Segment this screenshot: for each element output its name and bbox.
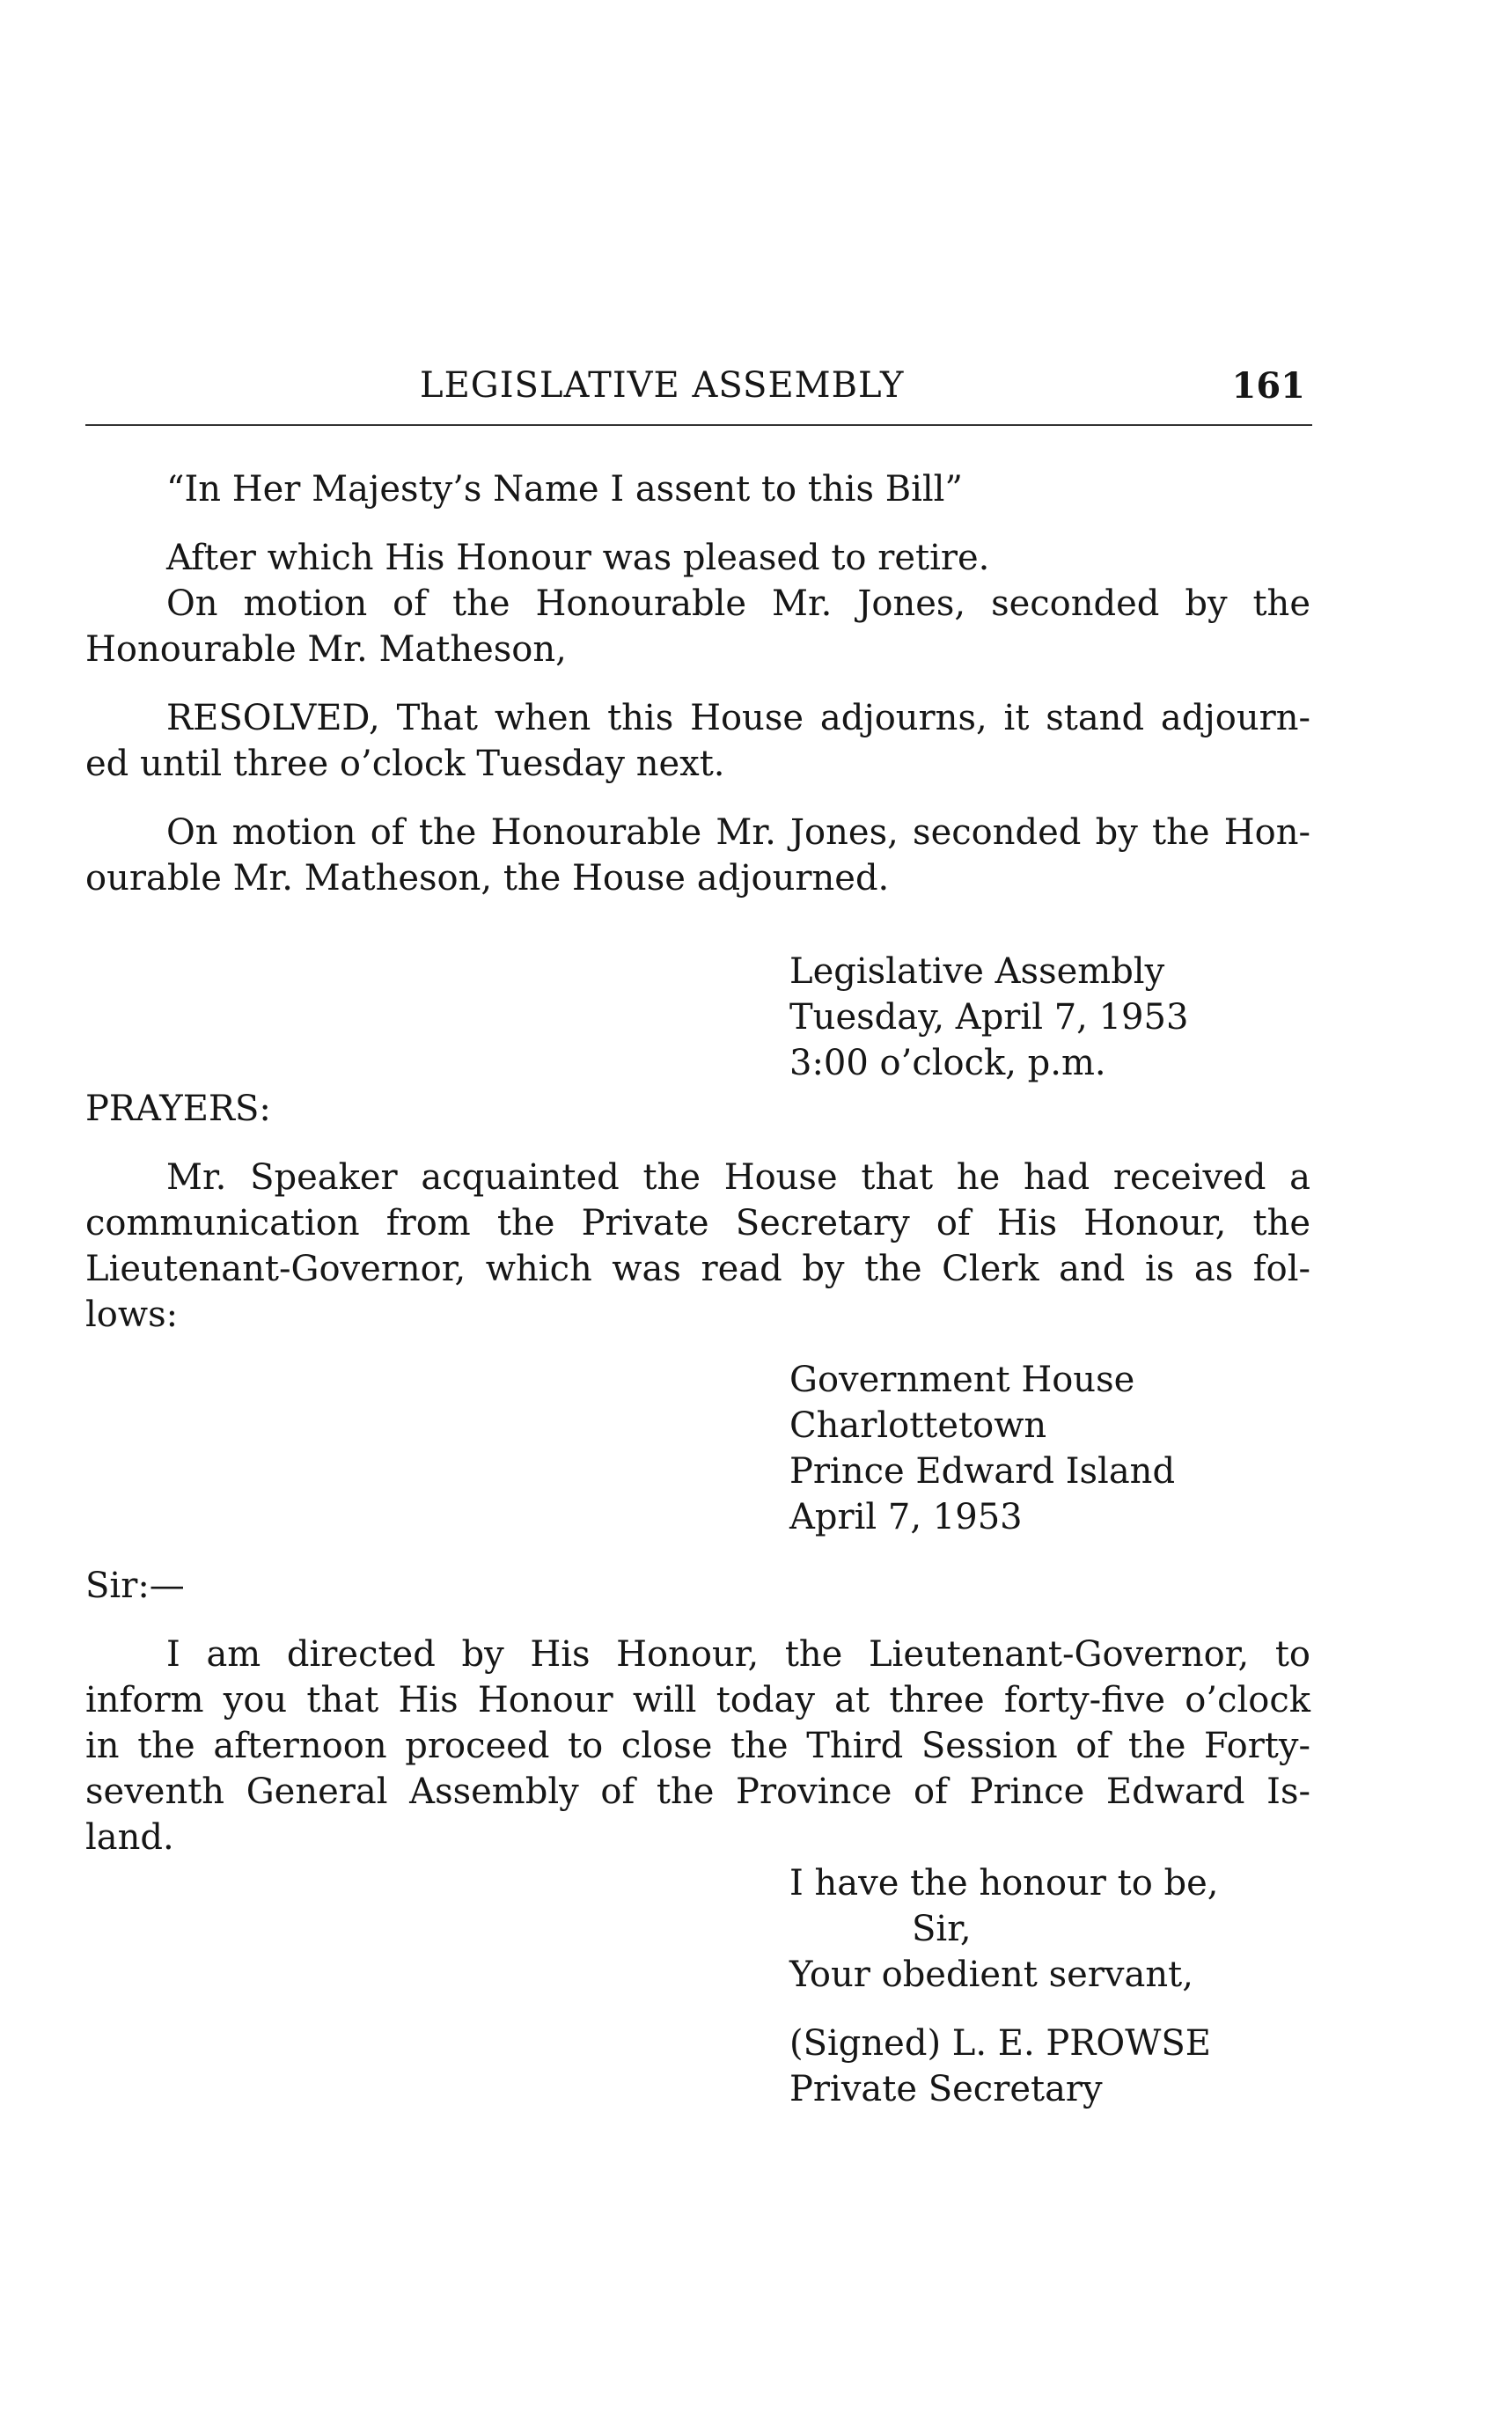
page-number: 161 — [1231, 365, 1305, 407]
running-header — [85, 365, 1310, 418]
address-line-2: Charlottetown — [789, 1405, 1047, 1446]
dateline-line-3: 3:00 o’clock, p.m. — [789, 1043, 1106, 1083]
closing-line-2: Sir, — [912, 1909, 972, 1949]
speaker-line-3: Lieutenant-Governor, which was read by the Clerk and is as fol- — [85, 1249, 1310, 1289]
speaker-line-4: lows: — [85, 1295, 179, 1335]
adjourn-line-2: ourable Mr. Matheson, the House adjourned. — [85, 858, 890, 899]
assent-quote: “In Her Majesty’s Name I assent to this Bill” — [166, 469, 963, 510]
address-line-1: Government House — [789, 1360, 1135, 1400]
letter-body-line-5: land. — [85, 1817, 174, 1858]
speaker-line-2: communication from the Private Secretary of His Honour, the — [85, 1203, 1310, 1243]
resolved-line-1: RESOLVED, That when this House adjourns, it stand adjourn- — [166, 698, 1310, 738]
letter-body-line-2: inform you that His Honour will today at three forty-five o’clock — [85, 1680, 1310, 1720]
salutation: Sir:— — [85, 1566, 185, 1606]
address-line-3: Prince Edward Island — [789, 1451, 1176, 1492]
dateline-line-2: Tuesday, April 7, 1953 — [789, 997, 1189, 1038]
resolved-line-2: ed until three o’clock Tuesday next. — [85, 744, 725, 784]
header-title: LEGISLATIVE ASSEMBLY — [420, 365, 905, 406]
prayers-heading: PRAYERS: — [85, 1089, 271, 1129]
letter-body-line-3: in the afternoon proceed to close the Third Session of the Forty- — [85, 1726, 1310, 1766]
header-rule — [85, 424, 1312, 426]
letter-body-line-4: seventh General Assembly of the Province of Prince Edward Is- — [85, 1771, 1310, 1812]
signature-line-2: Private Secretary — [789, 2069, 1103, 2109]
motion-line-1: On motion of the Honourable Mr. Jones, seconded by the — [166, 583, 1310, 624]
speaker-line-1: Mr. Speaker acquainted the House that he had received a — [166, 1157, 1310, 1198]
closing-line-1: I have the honour to be, — [789, 1863, 1219, 1904]
motion-line-2: Honourable Mr. Matheson, — [85, 629, 567, 670]
paragraph-retire: After which His Honour was pleased to retire. — [166, 538, 990, 578]
adjourn-line-1: On motion of the Honourable Mr. Jones, seconded by the Hon- — [166, 812, 1310, 853]
dateline-line-1: Legislative Assembly — [789, 951, 1165, 992]
address-line-4: April 7, 1953 — [789, 1497, 1023, 1537]
signature-line-1: (Signed) L. E. PROWSE — [789, 2023, 1211, 2064]
closing-line-3: Your obedient servant, — [789, 1955, 1193, 1995]
letter-body-line-1: I am directed by His Honour, the Lieutenant-Governor, to — [166, 1634, 1310, 1675]
